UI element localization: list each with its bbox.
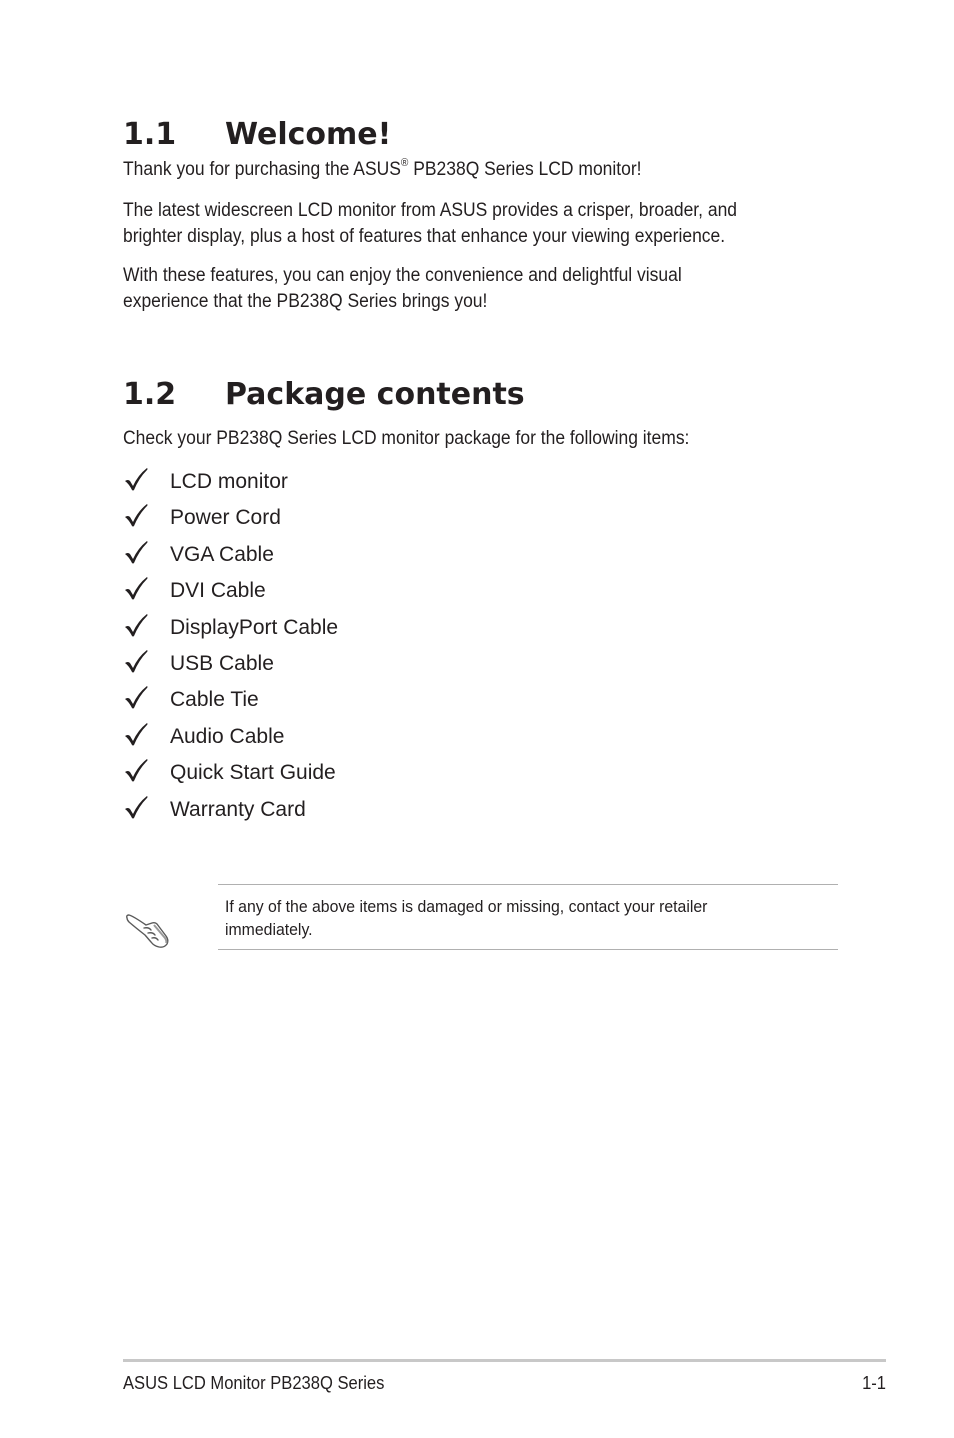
paragraph-line: brighter display, plus a host of features that enhance your viewing experience. [123,226,726,247]
paragraph-line: With these features, you can enjoy the convenience and delightful visual [123,265,682,286]
item-label: USB Cable [170,651,274,675]
item-label: Cable Tie [170,688,259,712]
pointing-hand-icon [124,910,172,950]
checkmark-icon [123,466,149,492]
note-box [218,884,838,950]
checkmark-icon [123,575,149,601]
welcome-paragraph-3 [123,263,767,315]
checkmark-icon [123,721,149,747]
registered-mark: ® [400,157,409,169]
package-intro: Check your PB238Q Series LCD monitor package for the following items: [123,428,690,449]
footer-title: ASUS LCD Monitor PB238Q Series [123,1373,385,1393]
checkmark-icon [123,794,149,820]
item-label: DisplayPort Cable [170,615,339,639]
item-label: VGA Cable [170,542,274,566]
paragraph-line: experience that the PB238Q Series brings you! [123,291,488,312]
section-number: 1.2 [123,377,177,412]
section-title: Welcome! [225,117,392,152]
welcome-intro-before: Thank you for purchasing the ASUS [123,159,401,180]
section-heading-welcome [123,117,391,153]
welcome-paragraph-2 [123,198,767,250]
note-line: If any of the above items is damaged or missing, contact your retailer [225,897,708,916]
checkmark-icon [123,757,149,783]
item-label: DVI Cable [170,579,266,603]
note-line: immediately. [225,920,313,939]
paragraph-line: The latest widescreen LCD monitor from ASUS provides a crisper, broader, and [123,200,738,221]
checkmark-icon [123,648,149,674]
section-number: 1.1 [123,117,177,152]
page-number: 1-1 [862,1373,886,1393]
checkmark-icon [123,502,149,528]
item-label: Warranty Card [170,797,306,821]
item-label: Audio Cable [170,724,285,748]
section-title: Package contents [225,377,525,412]
note-text [225,895,802,941]
section-heading-package [123,377,525,413]
welcome-intro-after: PB238Q Series LCD monitor! [408,159,642,180]
footer-divider [123,1359,886,1362]
item-label: Quick Start Guide [170,761,336,785]
checkmark-icon [123,684,149,710]
item-label: LCD monitor [170,470,288,493]
checkmark-icon [123,539,149,565]
item-label: Power Cord [170,506,281,530]
welcome-intro [123,157,767,183]
checkmark-icon [123,612,149,638]
